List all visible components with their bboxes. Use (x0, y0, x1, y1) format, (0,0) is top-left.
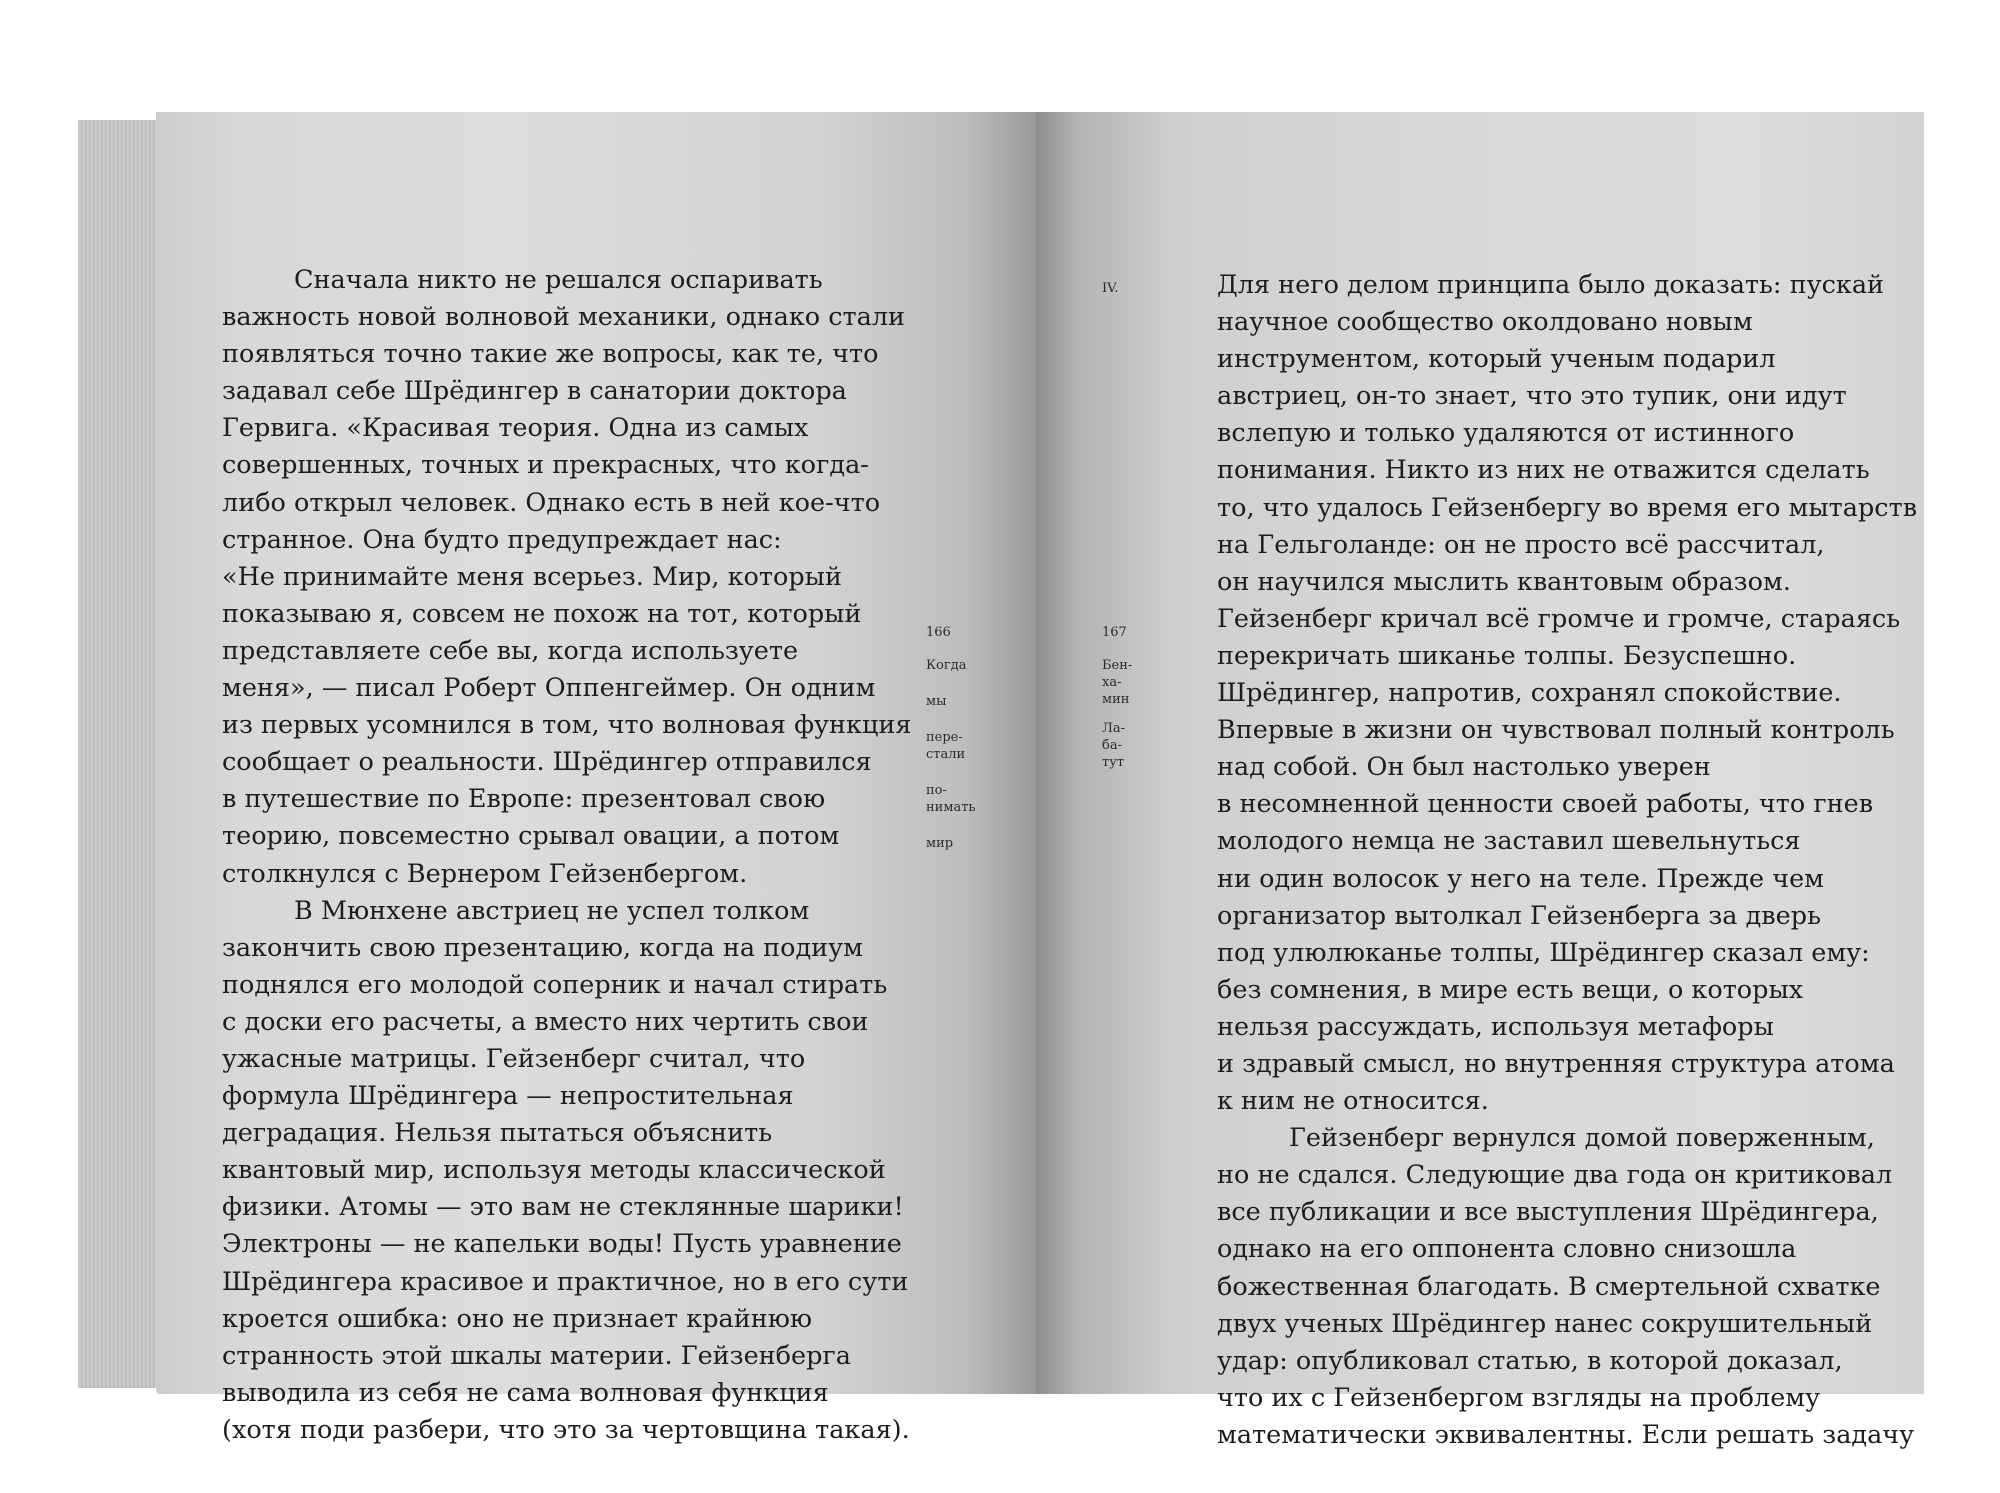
text-line: меня», — писал Роберт Оппенгеймер. Он одним (222, 673, 876, 704)
text-line: теорию, повсеместно срывал овации, а потом (222, 821, 840, 852)
text-line: выводила из себя не сама волновая функция (222, 1377, 829, 1408)
author-name-part: Ла- ба- тут (1102, 721, 1125, 770)
text-line: научное сообщество околдовано новым (1217, 307, 1753, 338)
text-line: в несомненной ценности своей работы, что гнев (1217, 789, 1874, 820)
right-page (1036, 112, 1924, 1450)
text-line: однако на его оппонента словно снизошла (1217, 1234, 1797, 1265)
page-number-right: 167 (1102, 625, 1127, 640)
text-line: над собой. Он был настолько уверен (1217, 752, 1711, 783)
text-line: австриец, он-то знает, что это тупик, они идут (1217, 381, 1847, 412)
text-line: «Не принимайте меня всерьез. Мир, который (222, 561, 842, 592)
text-line: поднялся его молодой соперник и начал стирать (222, 969, 888, 1000)
text-line: вслепую и только удаляются от истинного (1217, 418, 1795, 449)
page-number-left: 166 (926, 625, 951, 640)
text-line: он научился мыслить квантовым образом. (1217, 566, 1791, 597)
text-line: сообщает о реальности. Шрёдингер отправился (222, 747, 872, 778)
text-line: формула Шрёдингера — непростительная (222, 1081, 794, 1112)
text-line: понимания. Никто из них не отважится сделать (1217, 455, 1870, 486)
left-page-edges (78, 120, 160, 1388)
text-line: математически эквивалентны. Если решать задачу (1217, 1419, 1915, 1450)
text-line: удар: опубликовал статью, в которой доказал, (1217, 1345, 1843, 1376)
text-line: показываю я, совсем не похож на тот, который (222, 598, 862, 629)
text-line: Гейзенберг кричал всё громче и громче, стараясь (1217, 603, 1901, 634)
text-line: божественная благодать. В смертельной схватке (1217, 1271, 1881, 1302)
text-line: Гервига. «Красивая теория. Одна из самых (222, 413, 809, 444)
text-line: физики. Атомы — это вам не стеклянные шарики! (222, 1192, 904, 1223)
text-line: все публикации и все выступления Шрёдингера, (1217, 1197, 1879, 1228)
text-line: странность этой шкалы материи. Гейзенберга (222, 1340, 851, 1371)
text-line: В Мюнхене австриец не успел толком (294, 895, 810, 926)
text-line: Гейзенберг вернулся домой поверженным, (1289, 1123, 1875, 1154)
text-line: что их с Гейзенбергом взгляды на проблему (1217, 1382, 1821, 1413)
left-page-body (222, 262, 911, 1449)
text-line: из первых усомнился в том, что волновая функция (222, 710, 912, 741)
text-line: организатор вытолкал Гейзенберга за дверь (1217, 900, 1821, 931)
text-line: странное. Она будто предупреждает нас: (222, 524, 782, 555)
text-line: в путешествие по Европе: презентовал свою (222, 784, 826, 815)
right-margin-notes (1102, 624, 1132, 783)
text-line: появляться точно такие же вопросы, как те, что (222, 339, 879, 370)
text-line: важность новой волновой механики, однако стали (222, 302, 906, 333)
left-margin-notes (926, 624, 975, 871)
text-line: деградация. Нельзя пытаться объяснить (222, 1118, 773, 1149)
author-name (1102, 657, 1132, 771)
text-line: молодого немца не заставил шевельнуться (1217, 826, 1801, 857)
text-line: под улюлюканье толпы, Шрёдингер сказал ему: (1217, 937, 1870, 968)
author-name-part: Бен- ха- мин (1102, 658, 1133, 707)
right-page-body (1217, 267, 1917, 1454)
text-line: кроется ошибка: оно не признает крайнюю (222, 1303, 813, 1334)
text-line: Шрёдингер, напротив, сохранял спокойствие. (1217, 678, 1842, 709)
text-line: представляете себе вы, когда используете (222, 635, 799, 666)
text-line: Шрёдингера красивое и практичное, но в его сути (222, 1266, 909, 1297)
text-line: к ним не относится. (1217, 1086, 1489, 1117)
left-page (156, 112, 1036, 1445)
text-line: двух ученых Шрёдингер нанес сокрушительный (1217, 1308, 1873, 1339)
text-line: задавал себе Шрёдингер в санатории доктора (222, 376, 847, 407)
running-title-word: мир (926, 836, 954, 851)
text-line: на Гельголанде: он не просто всё рассчитал, (1217, 529, 1825, 560)
text-line: либо открыл человек. Однако есть в ней кое-что (222, 487, 881, 518)
text-line: Сначала никто не решался оспаривать (294, 265, 823, 295)
text-line: но не сдался. Следующие два года он критиковал (1217, 1160, 1893, 1191)
chapter-number: IV. (1102, 281, 1119, 296)
text-line: совершенных, точных и прекрасных, что когда- (222, 450, 869, 481)
text-line: закончить свою презентацию, когда на подиум (222, 932, 864, 963)
text-line: Электроны — не капельки воды! Пусть уравнение (222, 1229, 902, 1260)
text-line: столкнулся с Вернером Гейзенбергом. (222, 858, 748, 889)
text-line: квантовый мир, используя методы классической (222, 1155, 886, 1186)
text-line: ни один волосок у него на теле. Прежде чем (1217, 863, 1824, 894)
text-line: ужасные матрицы. Гейзенберг считал, что (222, 1043, 806, 1074)
text-line: Впервые в жизни он чувствовал полный контроль (1217, 715, 1895, 746)
running-title (926, 657, 975, 852)
text-line: перекричать шиканье толпы. Безуспешно. (1217, 640, 1797, 671)
running-title-word: пере- стали (926, 730, 966, 762)
text-line: (хотя поди разбери, что это за чертовщина такая). (222, 1414, 910, 1445)
running-title-word: по- нимать (926, 783, 976, 815)
text-line: Для него делом принципа было доказать: пускай (1217, 270, 1885, 300)
text-line: без сомнения, в мире есть вещи, о которых (1217, 974, 1804, 1005)
text-line: инструментом, который ученым подарил (1217, 344, 1776, 375)
running-title-word: мы (926, 694, 947, 709)
text-line: нельзя рассуждать, используя метафоры (1217, 1011, 1774, 1042)
running-title-word: Когда (926, 658, 967, 673)
text-line: и здравый смысл, но внутренняя структура атома (1217, 1048, 1895, 1079)
text-line: с доски его расчеты, а вместо них чертить свои (222, 1006, 869, 1037)
text-line: то, что удалось Гейзенбергу во время его мытарств (1217, 492, 1918, 523)
